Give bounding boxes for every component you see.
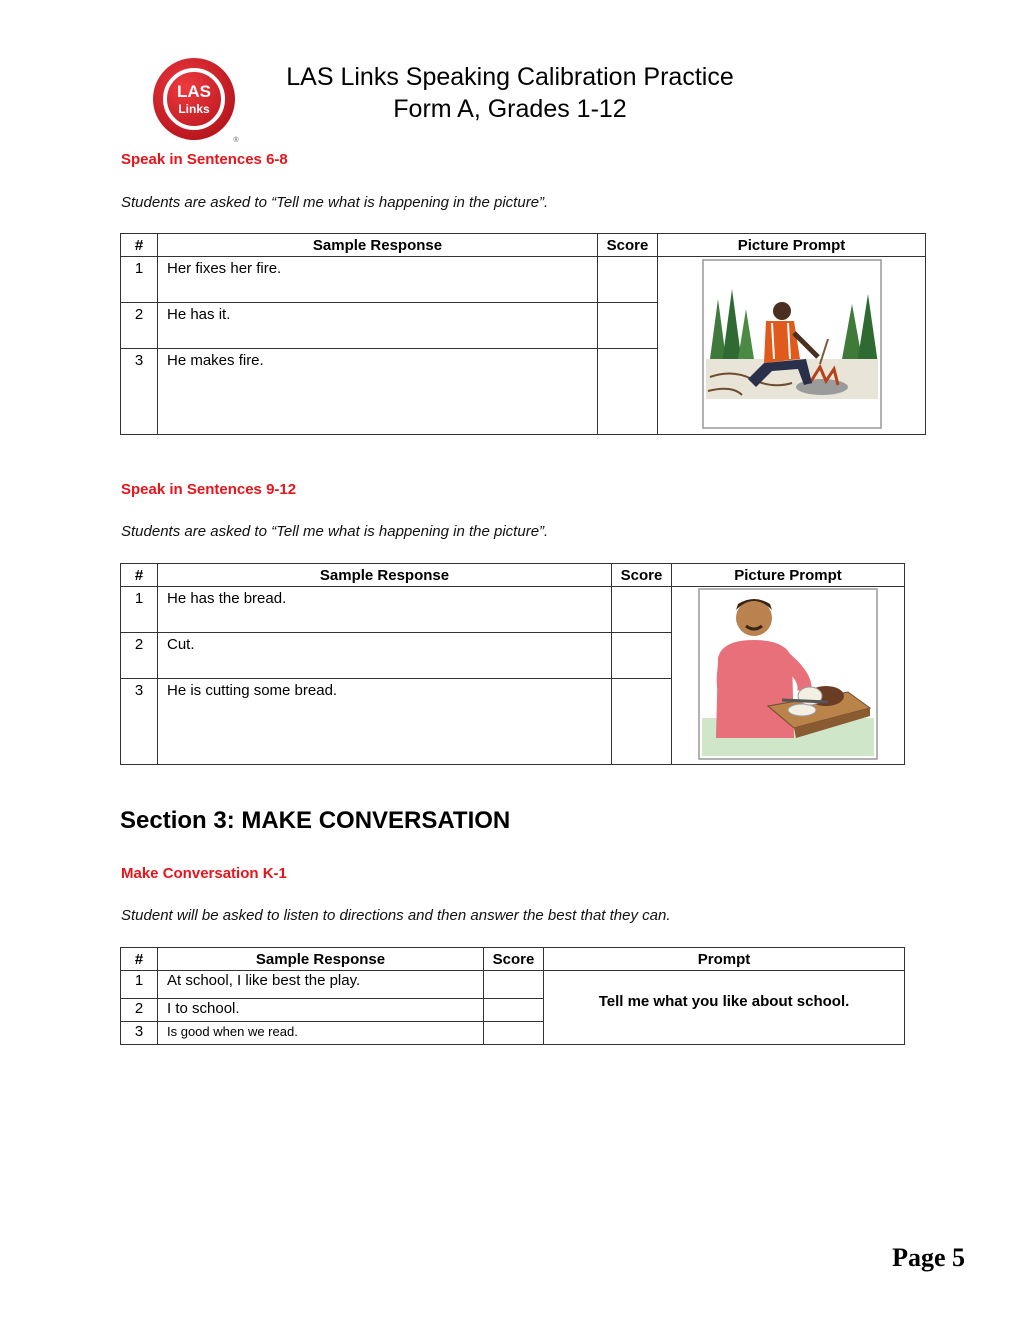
subheading-speak-9-12: Speak in Sentences 9-12 — [121, 481, 297, 498]
campfire-man-illustration — [702, 259, 882, 429]
man-cutting-bread-illustration — [698, 588, 878, 760]
col-prompt: Prompt — [544, 948, 905, 971]
row-num: 2 — [121, 633, 158, 679]
section-3-title: Section 3: MAKE CONVERSATION — [120, 807, 511, 834]
row-num: 1 — [121, 587, 158, 633]
score-cell[interactable] — [612, 587, 672, 633]
las-links-logo — [150, 56, 242, 146]
title-line-2: Form A, Grades 1-12 — [393, 95, 627, 123]
score-cell[interactable] — [484, 1022, 544, 1045]
table-speak-6-8 — [120, 233, 926, 435]
table-make-conversation — [120, 947, 905, 1045]
title-line-1: LAS Links Speaking Calibration Practice — [286, 63, 734, 91]
col-score: Score — [598, 234, 658, 257]
score-cell[interactable] — [484, 971, 544, 999]
col-picture-prompt: Picture Prompt — [672, 564, 905, 587]
col-sample-response: Sample Response — [158, 234, 598, 257]
row-response: Is good when we read. — [158, 1022, 484, 1045]
col-sample-response: Sample Response — [158, 564, 612, 587]
table-row — [121, 587, 905, 633]
picture-prompt-cell — [672, 587, 905, 765]
table-header-row — [121, 234, 926, 257]
score-cell[interactable] — [612, 633, 672, 679]
row-response: He has it. — [158, 303, 598, 349]
row-response: Her fixes her fire. — [158, 257, 598, 303]
col-num: # — [121, 564, 158, 587]
row-response: He has the bread. — [158, 587, 612, 633]
col-num: # — [121, 234, 158, 257]
logo-text-las: LAS — [177, 82, 211, 101]
table-header-row — [121, 948, 905, 971]
row-num: 2 — [121, 999, 158, 1022]
row-response: He makes fire. — [158, 349, 598, 435]
score-cell[interactable] — [598, 349, 658, 435]
col-picture-prompt: Picture Prompt — [658, 234, 926, 257]
subheading-make-conversation: Make Conversation K-1 — [121, 865, 287, 882]
table-header-row — [121, 564, 905, 587]
prompt-text: Tell me what you like about school. — [598, 993, 850, 1010]
row-num: 2 — [121, 303, 158, 349]
prompt-cell — [544, 971, 905, 1045]
table-speak-9-12 — [120, 563, 905, 765]
row-num: 3 — [121, 679, 158, 765]
row-num: 3 — [121, 349, 158, 435]
row-response: He is cutting some bread. — [158, 679, 612, 765]
row-num: 3 — [121, 1022, 158, 1045]
subheading-speak-6-8: Speak in Sentences 6-8 — [121, 151, 288, 168]
instruction-make-conversation: Student will be asked to listen to directions and then answer the best that they can. — [121, 907, 671, 924]
table-row — [121, 257, 926, 303]
page-title — [230, 61, 790, 125]
row-response: At school, I like best the play. — [158, 971, 484, 999]
col-score: Score — [612, 564, 672, 587]
score-cell[interactable] — [598, 257, 658, 303]
page-number: Page 5 — [892, 1243, 965, 1272]
picture-prompt-cell — [658, 257, 926, 435]
score-cell[interactable] — [484, 999, 544, 1022]
table-row — [121, 971, 905, 999]
col-num: # — [121, 948, 158, 971]
svg-text:®: ® — [233, 137, 239, 144]
score-cell[interactable] — [612, 679, 672, 765]
row-num: 1 — [121, 257, 158, 303]
instruction-6-8: Students are asked to “Tell me what is happening in the picture”. — [121, 194, 549, 211]
row-response: Cut. — [158, 633, 612, 679]
instruction-9-12: Students are asked to “Tell me what is happening in the picture”. — [121, 523, 549, 540]
col-sample-response: Sample Response — [158, 948, 484, 971]
col-score: Score — [484, 948, 544, 971]
row-num: 1 — [121, 971, 158, 999]
logo-text-links: Links — [178, 102, 210, 116]
row-response: I to school. — [158, 999, 484, 1022]
score-cell[interactable] — [598, 303, 658, 349]
